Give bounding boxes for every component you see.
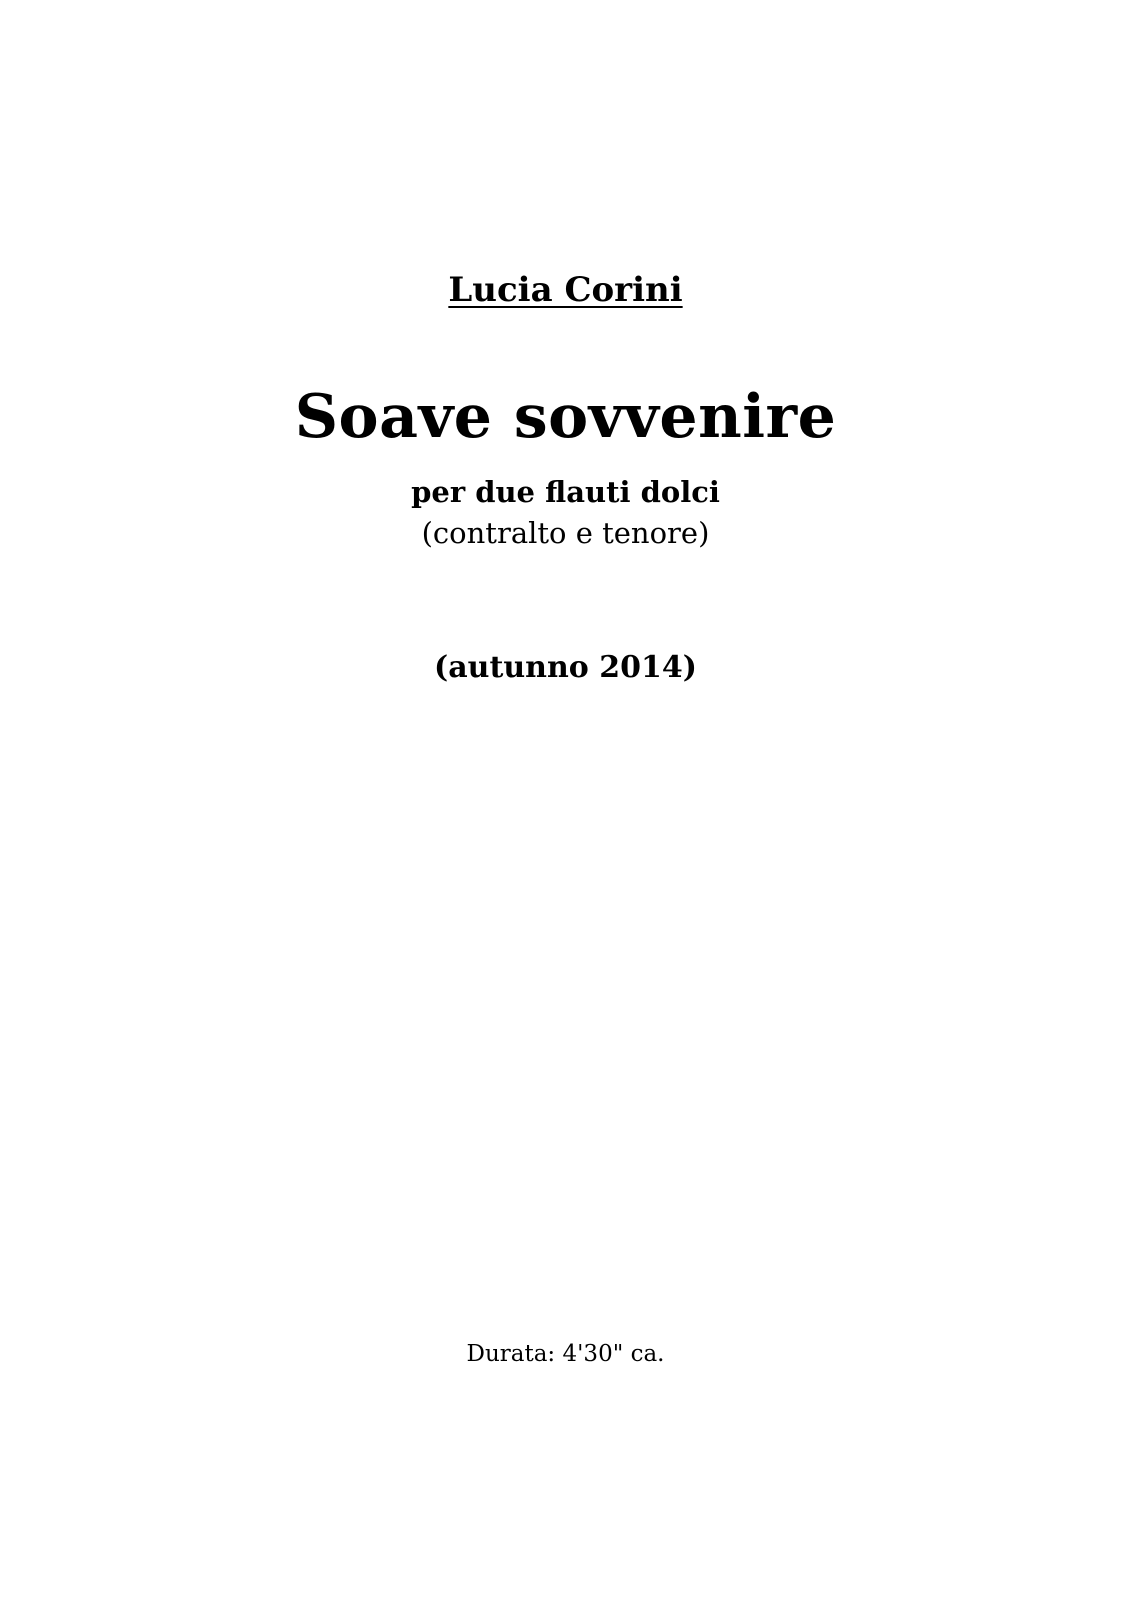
- instrumentation: (contralto e tenore): [421, 516, 710, 550]
- composer-name: Lucia Corini: [448, 270, 683, 310]
- work-subtitle: per due flauti dolci: [411, 475, 720, 509]
- work-title: Soave sovvenire: [294, 382, 837, 452]
- composition-date: (autunno 2014): [434, 650, 697, 685]
- duration-note: Durata: 4'30" ca.: [466, 1341, 665, 1367]
